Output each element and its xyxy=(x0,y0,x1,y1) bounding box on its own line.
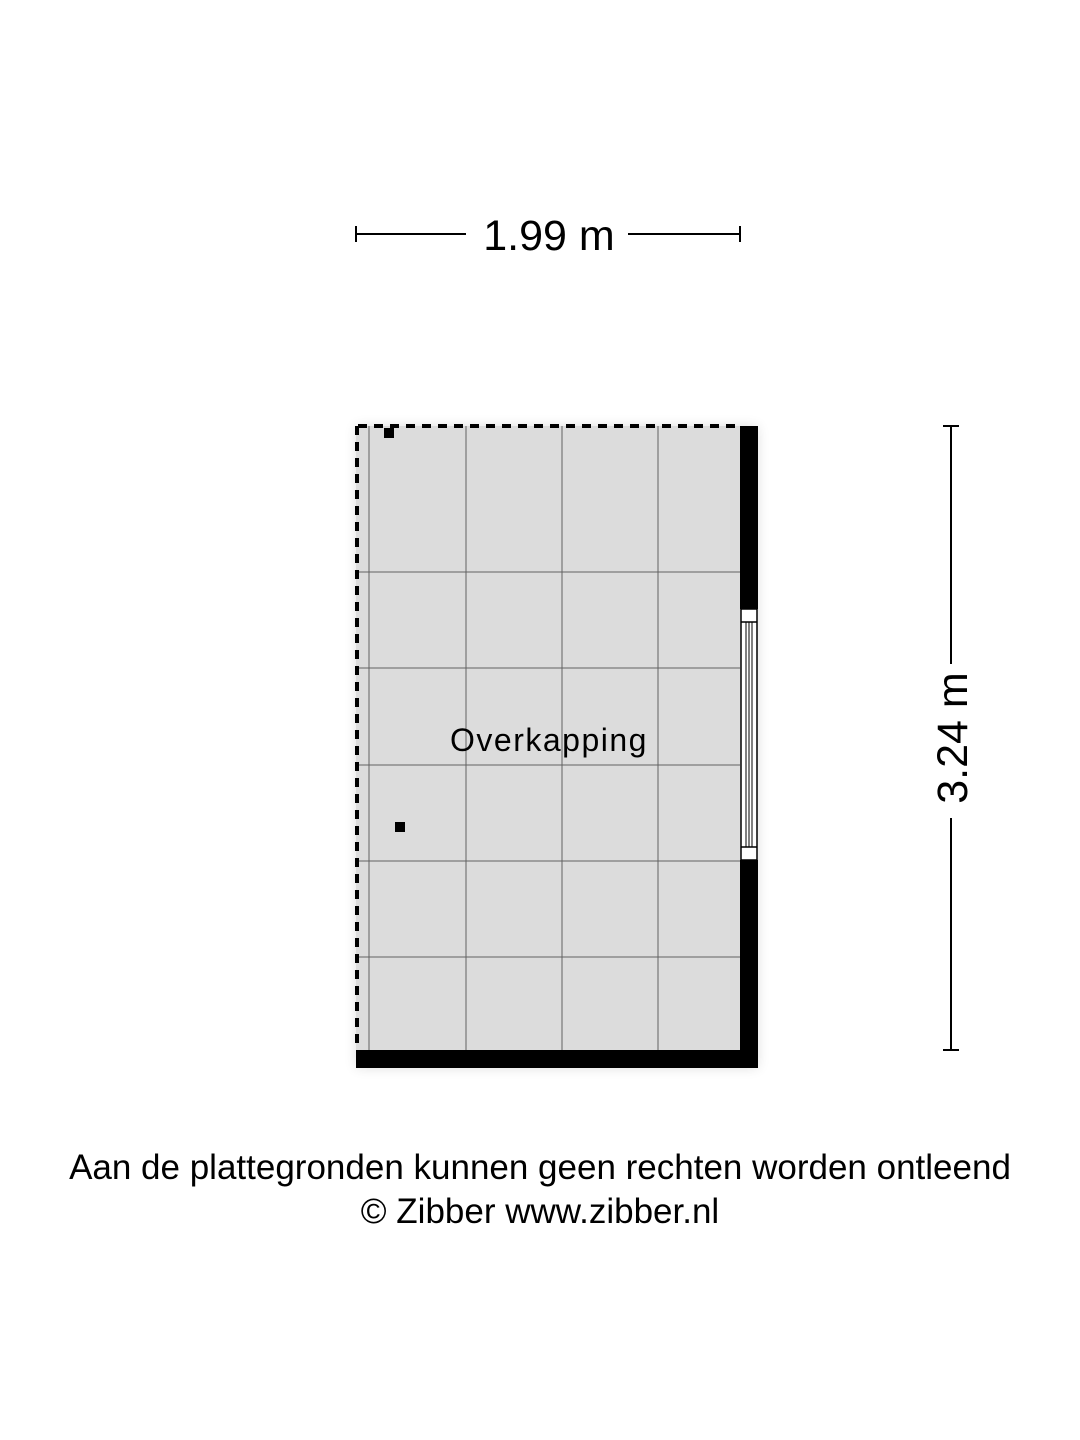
width-dimension xyxy=(356,212,740,260)
wall-bottom xyxy=(356,1050,758,1068)
post-top xyxy=(384,428,394,438)
post-middle xyxy=(395,822,405,832)
height-label: 3.24 m xyxy=(929,672,977,804)
disclaimer-text: Aan de plattegronden kunnen geen rechten worden ontleend xyxy=(69,1148,1011,1187)
window xyxy=(741,609,757,860)
height-dimension xyxy=(929,426,977,1050)
copyright-text: © Zibber www.zibber.nl xyxy=(360,1192,720,1231)
wall-right-upper xyxy=(740,426,758,609)
room-label: Overkapping xyxy=(450,722,648,758)
width-label: 1.99 m xyxy=(483,212,615,260)
room-overkapping xyxy=(356,426,758,1068)
wall-right-lower xyxy=(740,860,758,1068)
